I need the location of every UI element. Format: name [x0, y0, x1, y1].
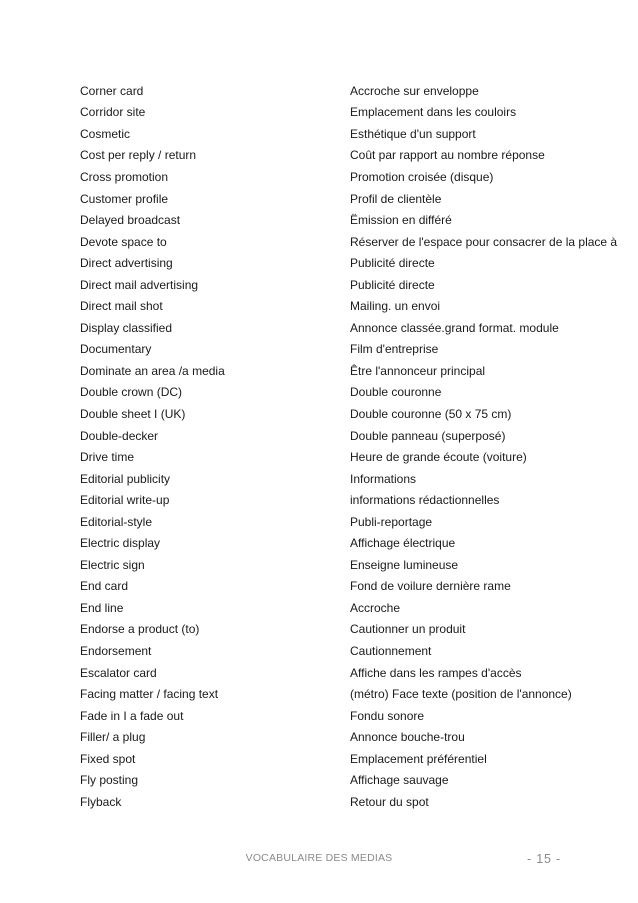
french-translation: Fond de voilure dernière rame	[350, 579, 511, 594]
glossary-row	[80, 532, 620, 554]
english-term: Escalator card	[80, 665, 157, 680]
french-translation: (métro) Face texte (position de l'annonce)	[350, 687, 572, 702]
english-term: Dominate an area /a media	[80, 363, 225, 378]
glossary-row	[80, 576, 620, 598]
glossary-row	[80, 446, 620, 468]
english-term: Customer profile	[80, 191, 169, 206]
french-translation: Annonce classée.grand format. module	[350, 320, 559, 335]
french-translation: Réserver de l'espace pour consacrer de la place à	[350, 234, 618, 249]
english-term: Direct mail advertising	[80, 277, 199, 292]
glossary-row	[80, 231, 620, 253]
english-term: Editorial-style	[80, 514, 153, 529]
english-term: Corner card	[80, 83, 144, 98]
english-term: Filler/ a plug	[80, 730, 146, 745]
glossary-row	[80, 554, 620, 576]
french-translation: Fondu sonore	[350, 708, 425, 723]
french-translation: Promotion croisée (disque)	[350, 169, 494, 184]
english-term: Documentary	[80, 342, 152, 357]
english-term: End line	[80, 600, 124, 615]
english-term: Flyback	[80, 794, 122, 809]
english-term: Cosmetic	[80, 126, 131, 141]
french-translation: Emplacement dans les couloirs	[350, 105, 517, 120]
glossary-row	[80, 339, 620, 361]
english-term: Editorial write-up	[80, 493, 170, 508]
french-translation: Cautionner un produit	[350, 622, 466, 637]
footer-title: VOCABULAIRE DES MEDIAS	[245, 852, 393, 864]
english-term: Cross promotion	[80, 169, 169, 184]
english-term: Direct mail shot	[80, 299, 163, 314]
french-translation: Cautionnement	[350, 643, 432, 658]
glossary-row	[80, 640, 620, 662]
glossary-row	[80, 80, 620, 102]
glossary-row	[80, 468, 620, 490]
french-translation: Double couronne (50 x 75 cm)	[350, 406, 512, 421]
english-term: Direct advertising	[80, 256, 173, 271]
french-translation: Affiche dans les rampes d'accès	[350, 665, 522, 680]
page-number: - 15 -	[527, 852, 561, 866]
english-term: Fly posting	[80, 773, 139, 788]
french-translation: Informations	[350, 471, 417, 486]
english-term: Corridor site	[80, 105, 146, 120]
glossary-row	[80, 123, 620, 145]
glossary-row	[80, 102, 620, 124]
glossary-row	[80, 683, 620, 705]
english-term: Endorse a product (to)	[80, 622, 200, 637]
french-translation: Mailing. un envoi	[350, 299, 441, 314]
english-term: Facing matter / facing text	[80, 687, 219, 702]
glossary-row	[80, 166, 620, 188]
french-translation: Profil de clientèle	[350, 191, 442, 206]
glossary-row	[80, 403, 620, 425]
english-term: Double-decker	[80, 428, 159, 443]
french-translation: Retour du spot	[350, 794, 429, 809]
glossary-row	[80, 188, 620, 210]
glossary-row	[80, 791, 620, 813]
french-translation: Emplacement préférentiel	[350, 751, 487, 766]
french-translation: Être l'annonceur principal	[350, 363, 486, 378]
glossary-row	[80, 511, 620, 533]
glossary-row	[80, 382, 620, 404]
french-translation: Publicité directe	[350, 277, 435, 292]
french-translation: Double couronne	[350, 385, 442, 400]
glossary-row	[80, 295, 620, 317]
english-term: Double sheet I (UK)	[80, 406, 186, 421]
glossary-row	[80, 619, 620, 641]
french-translation: Enseigne lumineuse	[350, 557, 459, 572]
glossary-row	[80, 770, 620, 792]
french-translation: Esthétique d'un support	[350, 126, 476, 141]
french-translation: Accroche	[350, 600, 401, 615]
english-term: Display classified	[80, 320, 173, 335]
english-term: Double crown (DC)	[80, 385, 183, 400]
english-term: Devote space to	[80, 234, 167, 249]
french-translation: Ëmission en différé	[350, 213, 452, 228]
glossary-row	[80, 597, 620, 619]
french-translation: Accroche sur enveloppe	[350, 83, 479, 98]
english-term: Editorial publicity	[80, 471, 171, 486]
glossary-row	[80, 726, 620, 748]
french-translation: Publi-reportage	[350, 514, 433, 529]
glossary-row	[80, 209, 620, 231]
glossary-row	[80, 748, 620, 770]
english-term: End card	[80, 579, 129, 594]
english-term: Drive time	[80, 450, 135, 465]
english-term: Fixed spot	[80, 751, 136, 766]
glossary-row	[80, 317, 620, 339]
french-translation: Film d'entreprise	[350, 342, 439, 357]
french-translation: Affichage sauvage	[350, 773, 449, 788]
french-translation: Annonce bouche-trou	[350, 730, 465, 745]
french-translation: Heure de grande écoute (voiture)	[350, 450, 527, 465]
glossary-row	[80, 425, 620, 447]
french-translation: informations rédactionnelles	[350, 493, 500, 508]
glossary-row	[80, 489, 620, 511]
french-translation: Affichage électrique	[350, 536, 456, 551]
english-term: Fade in I a fade out	[80, 708, 184, 723]
english-term: Delayed broadcast	[80, 213, 181, 228]
english-term: Endorsement	[80, 643, 152, 658]
glossary-row	[80, 662, 620, 684]
french-translation: Coût par rapport au nombre réponse	[350, 148, 545, 163]
glossary-row	[80, 705, 620, 727]
french-translation: Publicité directe	[350, 256, 435, 271]
glossary-row	[80, 145, 620, 167]
glossary-row	[80, 252, 620, 274]
glossary-row	[80, 274, 620, 296]
french-translation: Double panneau (superposé)	[350, 428, 506, 443]
glossary-table	[80, 80, 620, 813]
english-term: Cost per reply / return	[80, 148, 197, 163]
english-term: Electric sign	[80, 557, 145, 572]
english-term: Electric display	[80, 536, 161, 551]
glossary-row	[80, 360, 620, 382]
